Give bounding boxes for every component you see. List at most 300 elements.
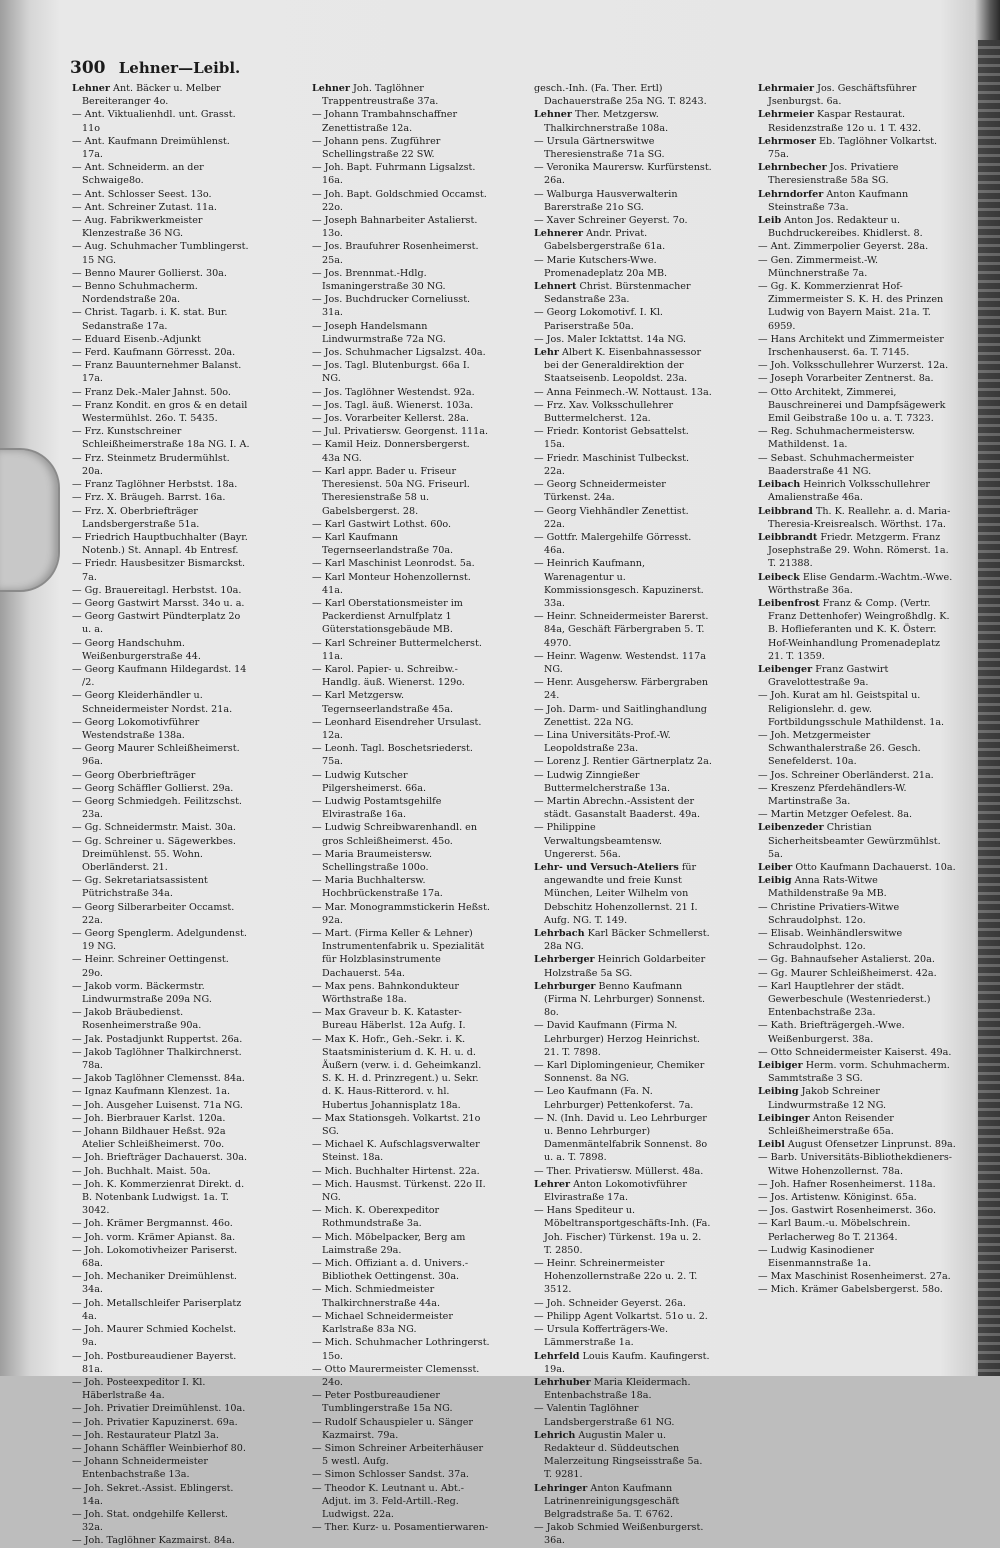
entry-text: — Maria Buchhaltersw. Hochbrückenstraße 17a. bbox=[312, 875, 443, 900]
directory-entry bbox=[534, 557, 712, 610]
directory-entry bbox=[72, 82, 250, 108]
directory-entry bbox=[534, 1323, 712, 1349]
directory-entry bbox=[312, 1482, 490, 1522]
directory-entry bbox=[72, 491, 250, 504]
directory-entry bbox=[72, 742, 250, 768]
directory-entry bbox=[758, 82, 956, 108]
directory-entry bbox=[534, 425, 712, 451]
directory-entry bbox=[72, 716, 250, 742]
directory-entry bbox=[758, 821, 956, 861]
entry-surname: Lehrer bbox=[534, 1178, 571, 1190]
entry-text: — Joseph Bahnarbeiter Astalierst. 13o. bbox=[312, 215, 478, 240]
entry-text: — Leonh. Tagl. Boschetsriederst. 75a. bbox=[312, 743, 473, 768]
entry-text: — Valentin Taglöhner Landsbergerstraße 61 NG. bbox=[534, 1403, 675, 1428]
column-4 bbox=[758, 82, 956, 1372]
directory-entry bbox=[312, 240, 490, 266]
entry-text: — Franz Dek.-Maler Jahnst. 50o. bbox=[72, 386, 231, 398]
entry-text: — Georg Kleiderhändler u. Schneidermeister Nordst. 21a. bbox=[72, 690, 233, 715]
entry-text: — Simon Schlosser Sandst. 37a. bbox=[312, 1469, 469, 1481]
entry-text: — Karl Kaufmann Tegernseerlandstraße 70a. bbox=[312, 531, 454, 557]
directory-entry bbox=[72, 1099, 250, 1112]
directory-entry bbox=[312, 1033, 490, 1112]
entry-text: — Lorenz J. Rentier Gärtnerplatz 2a. bbox=[534, 756, 712, 768]
directory-entry bbox=[72, 161, 250, 187]
directory-entry bbox=[312, 742, 490, 768]
directory-entry bbox=[758, 729, 956, 769]
directory-entry bbox=[312, 901, 490, 927]
entry-text: — Jos. Artistenw. Königinst. 65a. bbox=[758, 1192, 917, 1204]
entry-text: — Ursula Kofferträgers-We. Lämmerstraße 1a. bbox=[534, 1324, 669, 1349]
entry-text: — Franz Taglöhner Herbstst. 18a. bbox=[72, 479, 238, 491]
entry-text: — Jos. Braufuhrer Rosenheimerst. 25a. bbox=[312, 241, 479, 266]
entry-surname: Leiber bbox=[758, 861, 793, 873]
directory-entry bbox=[534, 280, 712, 306]
directory-entry bbox=[72, 214, 250, 240]
entry-text: — Ursula Gärtnerswitwe Theresienstraße 71a SG. bbox=[534, 135, 665, 161]
entry-text: — Christ. Tagarb. i. K. stat. Bur. Sedanstraße 17a. bbox=[72, 307, 228, 332]
directory-entry bbox=[758, 359, 956, 372]
entry-surname: Lehrmeier bbox=[758, 109, 814, 121]
directory-entry bbox=[758, 214, 956, 240]
directory-entry bbox=[534, 1019, 712, 1059]
entry-text: Kaspar Restaurat. Residenzstraße 12o u. 1 T. 432. bbox=[768, 109, 922, 134]
directory-entry bbox=[72, 795, 250, 821]
directory-entry bbox=[72, 1376, 250, 1402]
entry-text: — Georg Lokomotivf. I. Kl. Pariserstraße 50a. bbox=[534, 307, 663, 332]
directory-entry bbox=[534, 1402, 712, 1428]
directory-entry bbox=[72, 333, 250, 346]
directory-entry bbox=[72, 835, 250, 875]
directory-entry bbox=[72, 782, 250, 795]
directory-entry bbox=[312, 1138, 490, 1164]
directory-entry bbox=[534, 1165, 712, 1178]
entry-text: — Joh. Lokomotivheizer Pariserst. 68a. bbox=[72, 1244, 238, 1270]
entry-text: — Joseph Vorarbeiter Zentnerst. 8a. bbox=[758, 373, 934, 385]
directory-entry bbox=[312, 874, 490, 900]
directory-entry bbox=[534, 399, 712, 425]
directory-entry bbox=[758, 254, 956, 280]
directory-entry bbox=[72, 505, 250, 531]
directory-entry bbox=[534, 755, 712, 768]
entry-text: — Jos. Schreiner Oberländerst. 21a. bbox=[758, 769, 934, 781]
directory-entry bbox=[312, 769, 490, 795]
directory-entry bbox=[758, 980, 956, 1020]
entry-text: — Joh. K. Kommerzienrat Direkt. d. B. Notenbank Ludwigst. 1a. T. 3042. bbox=[72, 1178, 245, 1217]
directory-entry bbox=[534, 1204, 712, 1257]
entry-text: — Maria Braumeistersw. Schellingstraße 100o. bbox=[312, 848, 433, 873]
entry-text: — Mich. Schmiedmeister Thalkirchnerstraße 44a. bbox=[312, 1284, 441, 1309]
directory-entry bbox=[72, 1482, 250, 1508]
entry-text: — Karl Monteur Hohenzollernst. 41a. bbox=[312, 571, 471, 596]
entry-text: — Georg Spenglerm. Adelgundenst. 19 NG. bbox=[72, 928, 247, 953]
column-3 bbox=[534, 82, 712, 1547]
directory-entry bbox=[758, 1217, 956, 1243]
entry-text: Jakob Schreiner Lindwurmstraße 12 NG. bbox=[768, 1086, 887, 1111]
entry-text: — Mich. K. Oberexpeditor Rothmundstraße 3a. bbox=[312, 1205, 440, 1230]
directory-entry bbox=[534, 1310, 712, 1323]
entry-text: — Friedr. Maschinist Tulbeckst. 22a. bbox=[534, 452, 690, 477]
entry-text: — Joh. Buchhalt. Maist. 50a. bbox=[72, 1165, 211, 1177]
entry-text: — Ludwig Zinngießer Buttermelcherstraße 13a. bbox=[534, 769, 671, 794]
directory-entry bbox=[312, 1442, 490, 1468]
entry-text: — Mich. Buchhalter Hirtenst. 22a. bbox=[312, 1165, 480, 1177]
entry-text: Franz & Comp. (Vertr. Franz Dettenhofer) Weingroßhdlg. K. B. Hoflieferanten und K. K. Österr. Hof-Weinhandlung Promenadeplatz 21. T. 1359. bbox=[768, 597, 950, 662]
entry-text: — Joh. Postbureaudiener Bayerst. 81a. bbox=[72, 1350, 237, 1375]
entry-text: — Jakob Bräubedienst. Rosenheimerstraße 90a. bbox=[72, 1007, 202, 1032]
entry-text: — Joh. Mechaniker Dreimühlenst. 34a. bbox=[72, 1271, 237, 1296]
directory-entry bbox=[312, 518, 490, 531]
entry-text: — Michael Schneidermeister Karlstraße 83a NG. bbox=[312, 1310, 453, 1336]
entry-surname: Lehner bbox=[312, 83, 350, 94]
directory-entry bbox=[534, 676, 712, 702]
entry-text: — Ant. Schreiner Zutast. 11a. bbox=[72, 201, 217, 213]
entry-text: — Walburga Hausverwalterin Barerstraße 21o SG. bbox=[534, 188, 678, 213]
entry-text: — Friedrich Hauptbuchhalter (Bayr. Notenb.) St. Annapl. 4b Entresf. bbox=[72, 531, 248, 557]
entry-text: — Leonhard Eisendreher Ursulast. 12a. bbox=[312, 716, 482, 741]
directory-entry bbox=[312, 848, 490, 874]
directory-entry bbox=[758, 505, 956, 531]
directory-entry bbox=[312, 927, 490, 980]
page-edge-stack bbox=[978, 40, 1000, 1376]
directory-entry bbox=[72, 597, 250, 610]
entry-surname: Leibing bbox=[758, 1086, 799, 1098]
entry-text: — Otto Maurermeister Clemensst. 24o. bbox=[312, 1363, 480, 1388]
entry-text: — Joh. Restaurateur Platzl 3a. bbox=[72, 1429, 219, 1441]
entry-surname: Lehrmaier bbox=[758, 83, 815, 94]
entry-surname: Lehrmoser bbox=[758, 135, 816, 147]
directory-entry bbox=[72, 478, 250, 491]
directory-entry bbox=[312, 1112, 490, 1138]
entry-text: — Mich. Offiziant a. d. Univers.-Bibliothek Oettingenst. 30a. bbox=[312, 1258, 469, 1283]
directory-entry bbox=[758, 108, 956, 134]
directory-entry bbox=[312, 293, 490, 319]
directory-entry bbox=[312, 1521, 490, 1534]
directory-entry bbox=[72, 1151, 250, 1164]
entry-text: — Hans Architekt und Zimmermeister Irschenhauserst. 6a. T. 7145. bbox=[758, 333, 944, 359]
directory-entry bbox=[312, 1389, 490, 1415]
directory-entry bbox=[534, 346, 712, 386]
entry-surname: Leibbrandt bbox=[758, 531, 818, 543]
entry-text: — Gg. K. Kommerzienrat Hof-Zimmermeister S. K. H. des Prinzen Ludwig von Bayern Maist. 21a. T. 6959. bbox=[758, 281, 944, 332]
entry-surname: Lehnerer bbox=[534, 228, 584, 240]
directory-entry bbox=[312, 188, 490, 214]
entry-text: — Ther. Kurz- u. Posamentierwaren- bbox=[312, 1522, 489, 1534]
directory-entry bbox=[72, 425, 250, 451]
entry-surname: Lehrnbecher bbox=[758, 162, 827, 174]
entry-text: Ther. Metzgersw. Thalkirchnerstraße 108a. bbox=[544, 109, 669, 134]
directory-entry bbox=[534, 108, 712, 134]
directory-entry bbox=[72, 1455, 250, 1481]
directory-entry bbox=[312, 161, 490, 187]
directory-entry bbox=[534, 769, 712, 795]
directory-entry bbox=[72, 452, 250, 478]
entry-text: — Max Maschinist Rosenheimerst. 27a. bbox=[758, 1271, 951, 1283]
directory-entry bbox=[312, 1283, 490, 1309]
entry-text: — Simon Schreiner Arbeiterhäuser 5 westl. Aufg. bbox=[312, 1442, 484, 1468]
entry-text: — Karl Maschinist Leonrodst. 5a. bbox=[312, 558, 475, 570]
entry-text: — Georg Handschuhm. Weißenburgerstraße 44. bbox=[72, 637, 201, 662]
directory-entry bbox=[312, 716, 490, 742]
entry-surname: Lehrfeld bbox=[534, 1350, 580, 1362]
entry-text: — Joh. Darm- und Saitlinghandlung Zenettist. 22a NG. bbox=[534, 703, 707, 728]
directory-entry bbox=[534, 505, 712, 531]
entry-text: — Ant. Zimmerpolier Geyerst. 28a. bbox=[758, 241, 929, 253]
entry-text: — Jos. Schuhmacher Ligsalzst. 40a. bbox=[312, 347, 486, 359]
entry-text: — Johann Schäffler Weinbierhof 80. bbox=[72, 1442, 246, 1454]
entry-text: — Ludwig Postamtsgehilfe Elvirastraße 16a. bbox=[312, 795, 442, 821]
directory-entry bbox=[312, 1257, 490, 1283]
entry-text: — Hans Spediteur u. Möbeltransportgeschäfts-Inh. (Fa. Joh. Fischer) Türkenst. 19a u. 2. T. 2850. bbox=[534, 1205, 711, 1256]
entry-text: — Christine Privatiers-Witwe Schraudolphst. 12o. bbox=[758, 901, 900, 926]
directory-entry bbox=[72, 874, 250, 900]
column-2 bbox=[312, 82, 490, 1534]
directory-entry bbox=[72, 689, 250, 715]
entry-text: Joh. Taglöhner Trappentreustraße 37a. bbox=[322, 83, 439, 108]
entry-text: — Ludwig Schreibwarenhandl. en gros Schleißheimerst. 45o. bbox=[312, 822, 478, 847]
directory-entry bbox=[72, 1323, 250, 1349]
entry-text: — Friedr. Hausbesitzer Bismarckst. 7a. bbox=[72, 558, 246, 583]
entry-text: — Aug. Fabrikwerkmeister Klenzestraße 36 NG. bbox=[72, 215, 203, 240]
entry-text: — Gg. Maurer Schleißheimerst. 42a. bbox=[758, 967, 937, 979]
directory-entry bbox=[758, 1270, 956, 1283]
entry-text: — Joh. Schneider Geyerst. 26a. bbox=[534, 1297, 686, 1309]
entry-text: — Eduard Eisenb.-Adjunkt bbox=[72, 333, 201, 345]
directory-entry bbox=[72, 1231, 250, 1244]
entry-text: Franz Gastwirt Gravelottestraße 9a. bbox=[768, 663, 889, 689]
entry-surname: Lehrberger bbox=[534, 954, 595, 966]
directory-entry bbox=[534, 861, 712, 927]
entry-text: Friedr. Metzgerm. Franz Josephstraße 29. Wohn. Römerst. 1a. T. 21388. bbox=[768, 531, 949, 570]
entry-text: — Martin Metzger Oefelest. 8a. bbox=[758, 809, 913, 821]
entry-text: — Ludwig Kasinodiener Eisenmannstraße 1a. bbox=[758, 1244, 874, 1270]
entry-text: — Frz. X. Bräugeh. Barrst. 16a. bbox=[72, 492, 226, 504]
entry-text: — Joh. Privatier Kapuzinerst. 69a. bbox=[72, 1416, 238, 1428]
directory-entry bbox=[72, 386, 250, 399]
directory-entry bbox=[72, 1033, 250, 1046]
directory-entry bbox=[72, 306, 250, 332]
entry-surname: Leibach bbox=[758, 479, 801, 491]
directory-entry bbox=[72, 901, 250, 927]
entry-text: — Jos. Tagl. äuß. Wienerst. 103a. bbox=[312, 399, 474, 411]
entry-text: — Joh. vorm. Krämer Apianst. 8a. bbox=[72, 1231, 236, 1243]
entry-surname: Lehrburger bbox=[534, 980, 596, 992]
directory-entry bbox=[758, 689, 956, 729]
entry-text: — Karl Metzgersw. Tegernseerlandstraße 45a. bbox=[312, 690, 454, 715]
directory-entry bbox=[72, 1442, 250, 1455]
entry-text: — Georg Schäffler Gollierst. 29a. bbox=[72, 782, 234, 794]
directory-entry bbox=[758, 967, 956, 980]
directory-entry bbox=[72, 346, 250, 359]
directory-entry bbox=[758, 861, 956, 874]
entry-text: — Joh. Sekret.-Assist. Eblingerst. 14a. bbox=[72, 1482, 234, 1507]
page-number: 300 bbox=[70, 58, 106, 78]
directory-entry bbox=[534, 927, 712, 953]
directory-entry bbox=[758, 1019, 956, 1045]
directory-entry bbox=[534, 333, 712, 346]
entry-surname: Lehrndorfer bbox=[758, 188, 824, 200]
entry-text: — Georg Maurer Schleißheimerst. 96a. bbox=[72, 743, 240, 768]
entry-text: — Joh. Bapt. Fuhrmann Ligsalzst. 16a. bbox=[312, 162, 476, 187]
entry-text: — Philippine Verwaltungsbeamtensw. Ungererst. 56a. bbox=[534, 822, 662, 860]
entry-text: Anna Rats-Witwe Mathildenstraße 9a MB. bbox=[768, 875, 887, 900]
entry-text: — Jakob Taglöhner Thalkirchnerst. 78a. bbox=[72, 1046, 242, 1072]
directory-entry bbox=[312, 1006, 490, 1032]
entry-text: — Joh. Metallschleifer Pariserplatz 4a. bbox=[72, 1297, 242, 1322]
directory-entry bbox=[72, 267, 250, 280]
directory-entry bbox=[72, 201, 250, 214]
directory-entry bbox=[312, 267, 490, 293]
entry-text: — Joh. Privatier Dreimühlenst. 10a. bbox=[72, 1403, 246, 1415]
entry-text: — Ther. Privatiersw. Müllerst. 48a. bbox=[534, 1165, 704, 1177]
directory-entry bbox=[758, 927, 956, 953]
directory-entry bbox=[312, 795, 490, 821]
directory-entry bbox=[534, 531, 712, 557]
directory-entry bbox=[72, 188, 250, 201]
directory-entry bbox=[534, 452, 712, 478]
directory-entry bbox=[72, 359, 250, 385]
directory-entry bbox=[312, 663, 490, 689]
directory-entry bbox=[312, 980, 490, 1006]
directory-entry bbox=[312, 465, 490, 518]
directory-entry bbox=[534, 953, 712, 979]
entry-surname: Leibbrand bbox=[758, 505, 813, 517]
entry-surname: Lehner bbox=[534, 109, 572, 121]
entry-text: — Mar. Monogrammstickerin Heßst. 92a. bbox=[312, 901, 490, 926]
directory-entry bbox=[72, 980, 250, 1006]
entry-text: — Karl Gastwirt Lothst. 60o. bbox=[312, 518, 452, 530]
entry-text: — Heinr. Schneidermeister Barerst. 84a, Geschäft Färbergraben 5. T. 4970. bbox=[534, 611, 709, 649]
entry-text: Elise Gendarm.-Wachtm.-Wwe. Wörthstraße 36a. bbox=[768, 571, 953, 596]
entry-text: — Johann Trambahnschaffner Zenettistraße 12a. bbox=[312, 109, 458, 134]
entry-text: — Lina Universitäts-Prof.-W. Leopoldstraße 23a. bbox=[534, 729, 671, 755]
entry-text: — Kamil Heiz. Donnersbergerst. 43a NG. bbox=[312, 439, 470, 464]
entry-text: — Xaver Schreiner Geyerst. 7o. bbox=[534, 215, 688, 227]
directory-entry bbox=[312, 557, 490, 570]
directory-entry bbox=[72, 280, 250, 306]
directory-entry bbox=[758, 571, 956, 597]
entry-text: — Barb. Universitäts-Bibliothekdieners-Witwe Hohenzollernst. 78a. bbox=[758, 1152, 953, 1177]
index-tab bbox=[0, 448, 60, 592]
entry-text: — Georg Schmiedgeh. Feilitzschst. 23a. bbox=[72, 795, 242, 821]
directory-entry bbox=[758, 1138, 956, 1151]
directory-entry bbox=[72, 1508, 250, 1534]
entry-text: — Mart. (Firma Keller & Lehner) Instrumentenfabrik u. Spezialität für Holzblasinstrumente Dachauerst. 54a. bbox=[312, 928, 485, 979]
entry-text: Maria Kleidermach. Entenbachstraße 18a. bbox=[544, 1376, 691, 1402]
entry-text: Eb. Taglöhner Volkartst. 75a. bbox=[768, 135, 938, 161]
directory-entry bbox=[312, 637, 490, 663]
entry-text: Jos. Privatiere Theresienstraße 58a SG. bbox=[768, 162, 899, 187]
directory-entry bbox=[534, 1350, 712, 1376]
entry-text: — Frz. Xav. Volksschullehrer Buttermelcherst. 12a. bbox=[534, 399, 674, 425]
directory-entry bbox=[758, 425, 956, 451]
entry-surname: Lehringer bbox=[534, 1482, 588, 1494]
directory-entry bbox=[758, 1178, 956, 1191]
directory-entry bbox=[758, 782, 956, 808]
directory-entry bbox=[72, 240, 250, 266]
directory-entry bbox=[72, 108, 250, 134]
entry-text: — Georg Gastwirt Marsst. 34o u. a. bbox=[72, 597, 245, 609]
entry-text: — Franz Kondit. en gros & en detail Westermühlst. 26o. T. 5435. bbox=[72, 399, 248, 425]
entry-text: — Ant. Kaufmann Dreimühlenst. 17a. bbox=[72, 135, 230, 161]
directory-entry bbox=[534, 386, 712, 399]
entry-text: — Ludwig Kutscher Pilgersheimerst. 66a. bbox=[312, 769, 427, 794]
directory-entry bbox=[312, 425, 490, 438]
directory-entry bbox=[758, 901, 956, 927]
entry-surname: Leibenzeder bbox=[758, 822, 824, 834]
entry-text: — Anna Feinmech.-W. Nottaust. 13a. bbox=[534, 386, 712, 398]
directory-entry bbox=[758, 386, 956, 426]
directory-entry bbox=[72, 1429, 250, 1442]
entry-text: — Joh. Posteexpeditor I. Kl. Häberlstraße 4a. bbox=[72, 1376, 206, 1402]
entry-text: — Jos. Tagl. Blutenburgst. 66a I. NG. bbox=[312, 360, 470, 385]
entry-text: — Michael K. Aufschlagsverwalter Steinst. 18a. bbox=[312, 1139, 480, 1164]
directory-entry bbox=[534, 214, 712, 227]
entry-text: — Georg Schneidermeister Türkenst. 24a. bbox=[534, 479, 666, 504]
directory-entry bbox=[72, 1112, 250, 1125]
entry-surname: Lehr- und Versuch-Ateliers bbox=[534, 861, 679, 873]
entry-text: — Joh. Metzgermeister Schwanthalerstraße 26. Gesch. Senefelderst. 10a. bbox=[758, 729, 921, 768]
entry-surname: Leibig bbox=[758, 875, 792, 887]
entry-text: — Rudolf Schauspieler u. Sänger Kazmairst. 79a. bbox=[312, 1416, 473, 1441]
directory-entry bbox=[72, 1534, 250, 1547]
entry-text: — Kreszenz Pferdehändlers-W. Martinstraße 3a. bbox=[758, 782, 907, 807]
directory-entry bbox=[534, 610, 712, 650]
directory-entry bbox=[758, 452, 956, 478]
entry-text: Albert K. Eisenbahnassessor bei der Generaldirektion der Staatseisenb. Leopoldst. 23a. bbox=[544, 347, 702, 385]
entry-text: — Joh. Ausgeher Luisenst. 71a NG. bbox=[72, 1099, 243, 1111]
entry-text: — Joh. Briefträger Dachauerst. 30a. bbox=[72, 1152, 248, 1164]
directory-entry bbox=[312, 359, 490, 385]
entry-text: — Ferd. Kaufmann Görresst. 20a. bbox=[72, 347, 236, 359]
directory-entry bbox=[534, 478, 712, 504]
directory-entry bbox=[312, 412, 490, 425]
entry-text: — Jakob vorm. Bäckermstr. Lindwurmstraße 209a NG. bbox=[72, 980, 212, 1006]
directory-entry bbox=[758, 1244, 956, 1270]
entry-text: — Reg. Schuhmachermeistersw. Mathildenst. 1a. bbox=[758, 426, 915, 451]
entry-text: — Joh. Volksschullehrer Wurzerst. 12a. bbox=[758, 360, 949, 372]
directory-entry bbox=[758, 808, 956, 821]
entry-text: — Frz. X. Oberbriefträger Landsbergerstraße 51a. bbox=[72, 505, 200, 530]
directory-entry bbox=[72, 1165, 250, 1178]
directory-entry bbox=[72, 1270, 250, 1296]
directory-entry bbox=[534, 82, 712, 108]
entry-text: — Joh. Stat. ondgehilfe Kellerst. 32a. bbox=[72, 1508, 228, 1534]
entry-text: — Heinr. Wagenw. Westendst. 117a NG. bbox=[534, 650, 706, 675]
entry-text: — Karl Oberstationsmeister im Packerdienst Arnulfplatz 1 Güterstationsgebäude MB. bbox=[312, 597, 463, 636]
entry-surname: Lehrich bbox=[534, 1429, 576, 1441]
entry-text: — Theodor K. Leutnant u. Abt.-Adjut. im 3. Feld-Artill.-Reg. Ludwigst. 22a. bbox=[312, 1482, 465, 1520]
entry-text: Anton Lokomotivführer Elvirastraße 17a. bbox=[544, 1178, 687, 1204]
entry-text: — Frz. Kunstschreiner Schleißheimerstraße 18a NG. I. A. bbox=[72, 426, 250, 451]
entry-text: — Joh. Hafner Rosenheimerst. 118a. bbox=[758, 1178, 936, 1190]
entry-text: Anton Kaufmann Steinstraße 73a. bbox=[768, 188, 909, 213]
directory-entry bbox=[72, 1416, 250, 1429]
directory-entry bbox=[758, 1046, 956, 1059]
entry-text: — Karl Schreiner Buttermelcherst. 11a. bbox=[312, 637, 482, 662]
directory-entry bbox=[534, 1376, 712, 1402]
directory-entry bbox=[758, 769, 956, 782]
directory-entry bbox=[312, 1336, 490, 1362]
entry-text: — Max Stationsgeh. Volkartst. 21o SG. bbox=[312, 1112, 481, 1138]
directory-entry bbox=[72, 1402, 250, 1415]
entry-text: — Sebast. Schuhmachermeister Baaderstraße 41 NG. bbox=[758, 452, 914, 477]
directory-entry bbox=[72, 637, 250, 663]
directory-entry bbox=[758, 188, 956, 214]
entry-text: — Jos. Buchdrucker Corneliusst. 31a. bbox=[312, 294, 471, 319]
entry-text: — Jos. Vorarbeiter Kellerst. 28a. bbox=[312, 413, 469, 425]
directory-entry bbox=[72, 953, 250, 979]
entry-text: — Ant. Schneiderm. an der Schwaige8o. bbox=[72, 162, 204, 187]
